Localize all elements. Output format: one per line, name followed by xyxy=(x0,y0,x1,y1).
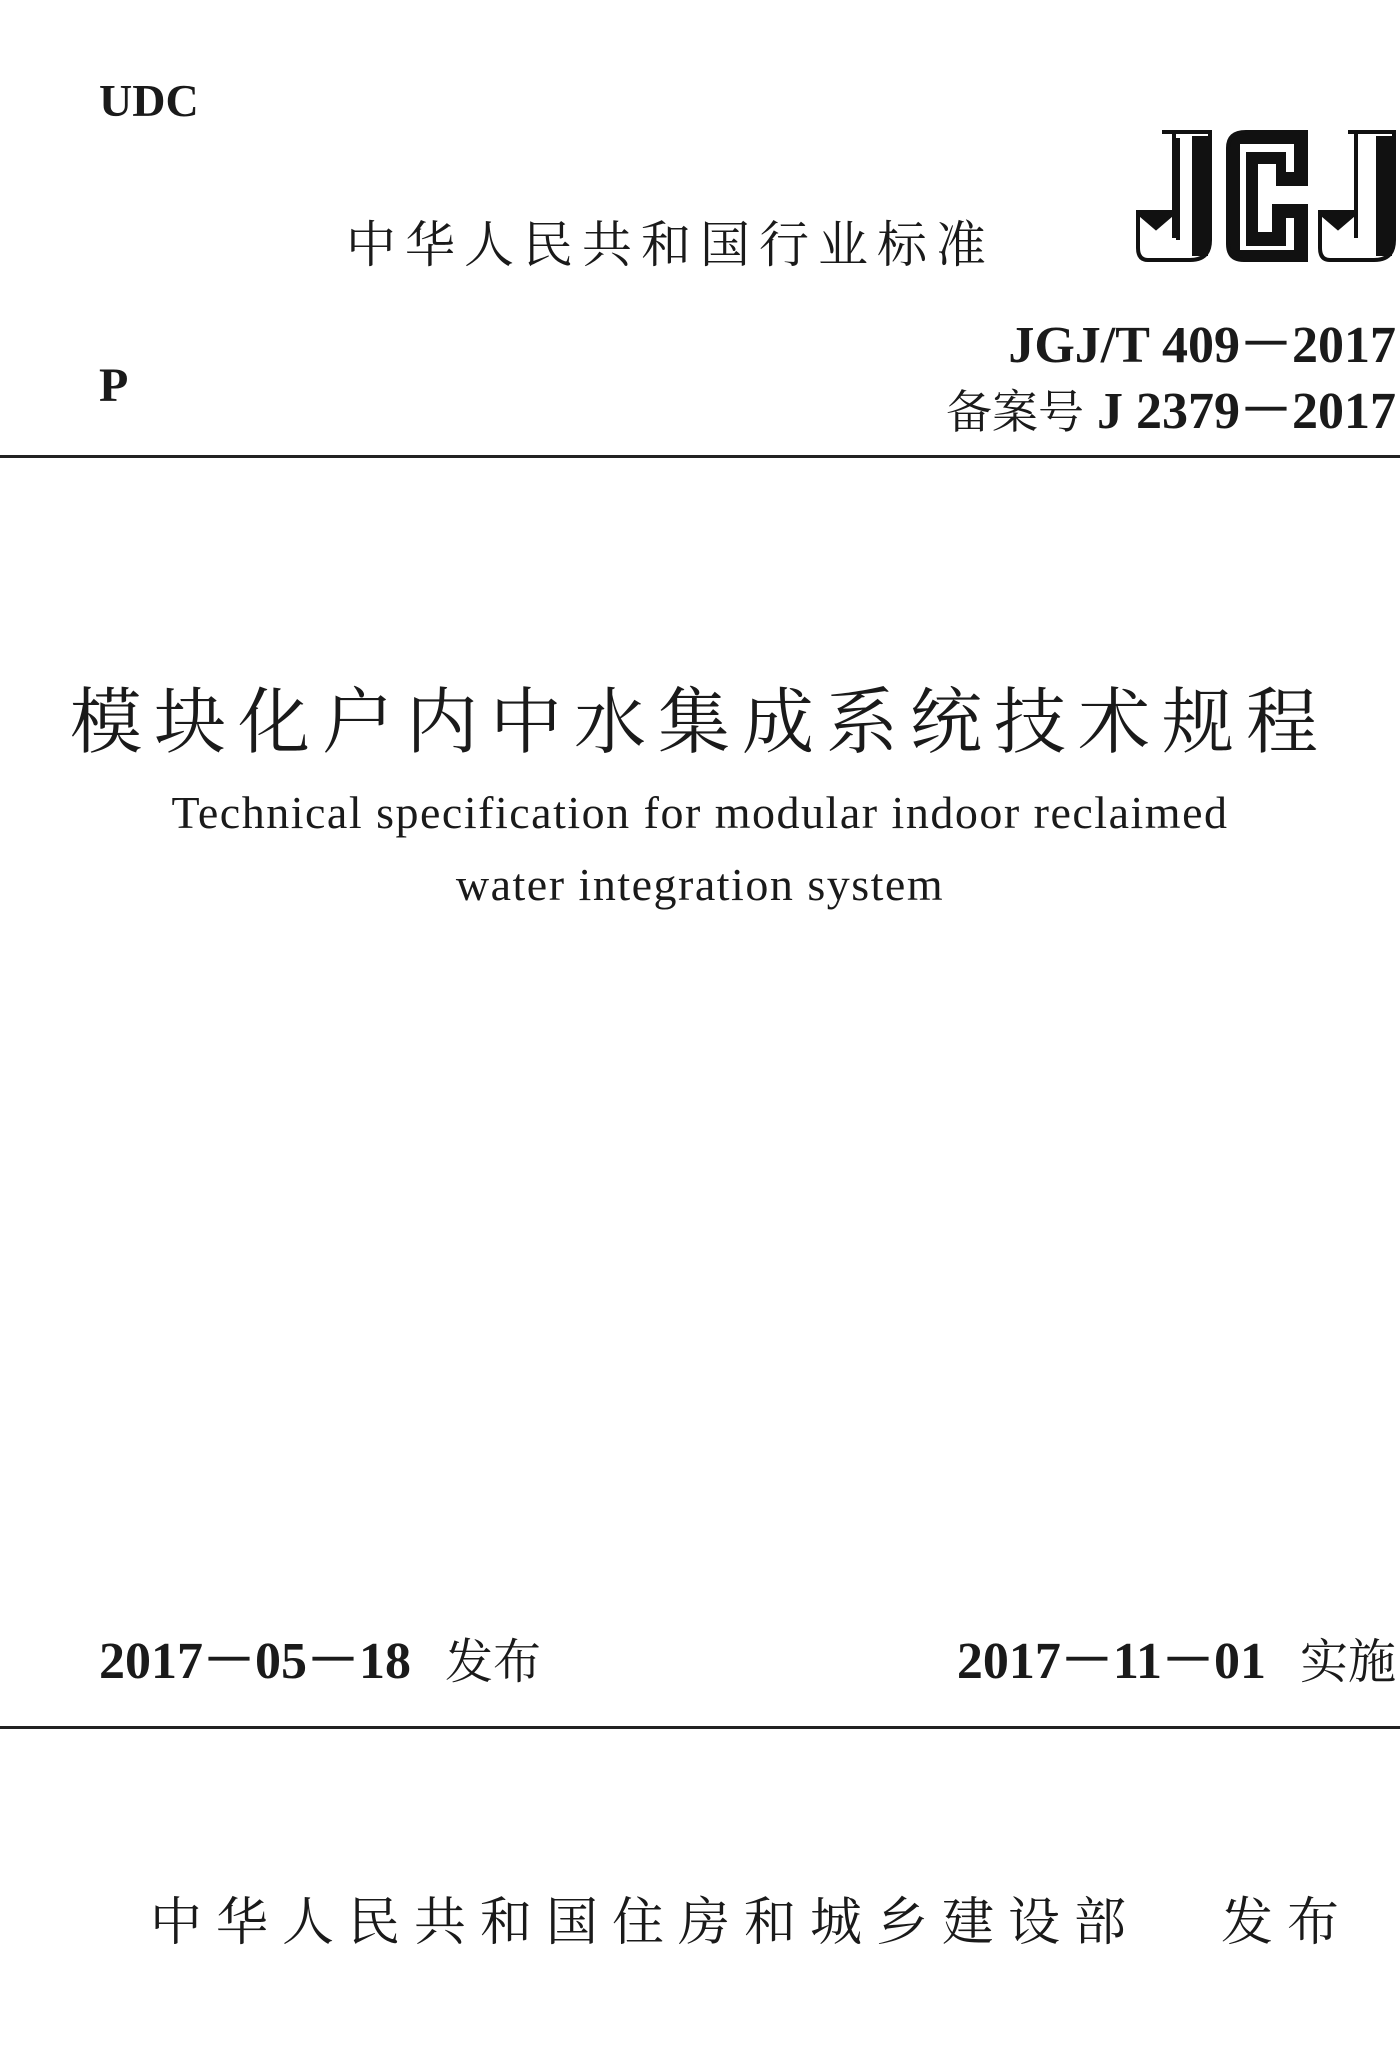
jgj-logo xyxy=(1134,128,1398,264)
effective-date-line xyxy=(957,1618,1396,1693)
english-title-line2: water integration system xyxy=(455,859,945,910)
standard-type: 中华人民共和国行业标准 xyxy=(346,216,995,274)
record-number-line xyxy=(946,368,1396,443)
issue-label: 发布 xyxy=(445,1634,542,1690)
effective-date: 2017－11－01 xyxy=(956,1633,1266,1690)
udc-label: UDC xyxy=(99,75,199,126)
standard-code: JGJ/T 409－2017 xyxy=(1008,317,1396,374)
publisher: 中华人民共和国住房和城乡建设部 xyxy=(150,1893,1141,1953)
english-title-line1: Technical specification for modular indoor reclaimed xyxy=(171,787,1229,838)
record-label: 备案号 xyxy=(945,385,1084,439)
header-divider xyxy=(0,455,1400,458)
record-number: J 2379－2017 xyxy=(1096,383,1396,440)
classification-label: P xyxy=(99,359,129,412)
footer-divider xyxy=(0,1726,1400,1729)
issue-date-line xyxy=(99,1618,541,1693)
publish-label: 发布 xyxy=(1221,1893,1354,1953)
effective-label: 实施 xyxy=(1299,1634,1396,1690)
document-title: 模块化户内中水集成系统技术规程 xyxy=(69,680,1330,764)
issue-date: 2017－05－18 xyxy=(99,1633,412,1690)
